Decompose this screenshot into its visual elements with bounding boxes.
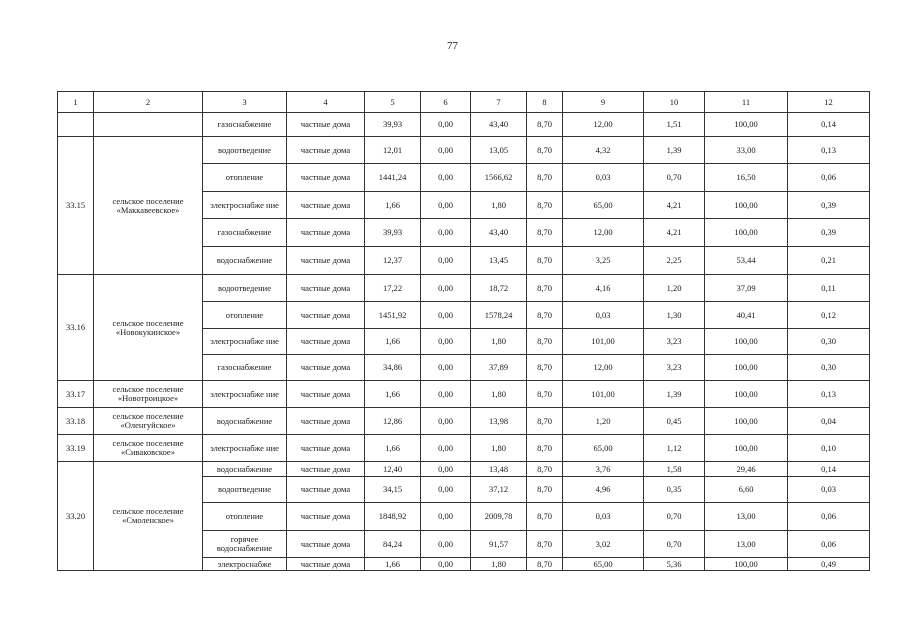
column-header-10: 10 <box>644 92 705 113</box>
value-cell: 0,03 <box>563 164 644 192</box>
value-cell: 0,00 <box>421 302 471 329</box>
column-header-7: 7 <box>471 92 527 113</box>
value-cell: 53,44 <box>705 247 788 275</box>
consumer-type: частные дома <box>287 355 365 381</box>
value-cell: 8,70 <box>527 302 563 329</box>
value-cell: 1566,62 <box>471 164 527 192</box>
value-cell: 4,21 <box>644 219 705 247</box>
value-cell: 13,98 <box>471 408 527 435</box>
value-cell: 100,00 <box>705 408 788 435</box>
row-code: 33.15 <box>58 137 94 275</box>
value-cell: 1578,24 <box>471 302 527 329</box>
value-cell: 1,66 <box>365 558 421 571</box>
column-header-12: 12 <box>788 92 870 113</box>
value-cell: 8,70 <box>527 219 563 247</box>
value-cell: 0,70 <box>644 164 705 192</box>
value-cell: 100,00 <box>705 558 788 571</box>
value-cell: 100,00 <box>705 219 788 247</box>
value-cell: 65,00 <box>563 558 644 571</box>
value-cell: 40,41 <box>705 302 788 329</box>
column-header-4: 4 <box>287 92 365 113</box>
value-cell: 1,80 <box>471 435 527 462</box>
value-cell: 91,57 <box>471 531 527 558</box>
column-header-3: 3 <box>203 92 287 113</box>
value-cell: 0,00 <box>421 275 471 302</box>
value-cell: 0,00 <box>421 137 471 164</box>
table-row <box>58 462 870 477</box>
value-cell: 0,13 <box>788 137 870 164</box>
value-cell: 8,70 <box>527 329 563 355</box>
value-cell: 4,21 <box>644 192 705 219</box>
service-name: горячее водоснабжение <box>203 531 287 558</box>
value-cell: 100,00 <box>705 192 788 219</box>
row-code: 33.18 <box>58 408 94 435</box>
value-cell: 0,39 <box>788 219 870 247</box>
table-row <box>58 408 870 435</box>
value-cell: 8,70 <box>527 531 563 558</box>
column-header-9: 9 <box>563 92 644 113</box>
value-cell: 29,46 <box>705 462 788 477</box>
value-cell: 0,45 <box>644 408 705 435</box>
value-cell: 12,86 <box>365 408 421 435</box>
value-cell: 101,00 <box>563 381 644 408</box>
value-cell: 0,00 <box>421 113 471 137</box>
value-cell: 13,05 <box>471 137 527 164</box>
consumer-type: частные дома <box>287 531 365 558</box>
consumer-type: частные дома <box>287 503 365 531</box>
table-row <box>58 435 870 462</box>
service-name: газоснабжение <box>203 113 287 137</box>
service-name: электроснабже <box>203 558 287 571</box>
value-cell: 16,50 <box>705 164 788 192</box>
value-cell: 100,00 <box>705 329 788 355</box>
row-code: 33.19 <box>58 435 94 462</box>
value-cell: 33,00 <box>705 137 788 164</box>
value-cell: 0,03 <box>563 302 644 329</box>
value-cell: 37,12 <box>471 477 527 503</box>
value-cell: 0,00 <box>421 408 471 435</box>
value-cell: 3,02 <box>563 531 644 558</box>
value-cell: 1,58 <box>644 462 705 477</box>
value-cell: 34,15 <box>365 477 421 503</box>
value-cell: 39,93 <box>365 113 421 137</box>
value-cell: 65,00 <box>563 192 644 219</box>
value-cell: 1,39 <box>644 137 705 164</box>
value-cell: 12,00 <box>563 219 644 247</box>
value-cell: 8,70 <box>527 462 563 477</box>
value-cell: 0,03 <box>788 477 870 503</box>
value-cell: 1,66 <box>365 381 421 408</box>
settlement-name <box>94 113 203 137</box>
value-cell: 37,09 <box>705 275 788 302</box>
column-header-row <box>58 92 870 113</box>
service-name: отопление <box>203 503 287 531</box>
value-cell: 1441,24 <box>365 164 421 192</box>
value-cell: 0,00 <box>421 503 471 531</box>
value-cell: 39,93 <box>365 219 421 247</box>
value-cell: 0,70 <box>644 503 705 531</box>
value-cell: 0,11 <box>788 275 870 302</box>
value-cell: 0,00 <box>421 329 471 355</box>
settlement-name: сельское поселение «Маккавеевское» <box>94 137 203 275</box>
value-cell: 0,00 <box>421 462 471 477</box>
value-cell: 1,30 <box>644 302 705 329</box>
service-name: водоснабжение <box>203 408 287 435</box>
value-cell: 0,04 <box>788 408 870 435</box>
value-cell: 100,00 <box>705 381 788 408</box>
value-cell: 1,39 <box>644 381 705 408</box>
value-cell: 1,20 <box>563 408 644 435</box>
consumer-type: частные дома <box>287 329 365 355</box>
value-cell: 17,22 <box>365 275 421 302</box>
value-cell: 1,66 <box>365 329 421 355</box>
value-cell: 0,12 <box>788 302 870 329</box>
value-cell: 0,00 <box>421 477 471 503</box>
value-cell: 18,72 <box>471 275 527 302</box>
value-cell: 0,00 <box>421 435 471 462</box>
row-code <box>58 113 94 137</box>
table-row <box>58 137 870 164</box>
service-name: газоснабжение <box>203 219 287 247</box>
value-cell: 12,00 <box>563 113 644 137</box>
value-cell: 0,06 <box>788 503 870 531</box>
value-cell: 84,24 <box>365 531 421 558</box>
service-name: электроснабже ние <box>203 435 287 462</box>
column-header-6: 6 <box>421 92 471 113</box>
value-cell: 8,70 <box>527 275 563 302</box>
value-cell: 0,13 <box>788 381 870 408</box>
value-cell: 1,12 <box>644 435 705 462</box>
service-name: водоотведение <box>203 137 287 164</box>
value-cell: 0,00 <box>421 219 471 247</box>
value-cell: 0,03 <box>563 503 644 531</box>
consumer-type: частные дома <box>287 408 365 435</box>
row-code: 33.17 <box>58 381 94 408</box>
value-cell: 8,70 <box>527 113 563 137</box>
row-code: 33.16 <box>58 275 94 381</box>
value-cell: 8,70 <box>527 137 563 164</box>
consumer-type: частные дома <box>287 137 365 164</box>
value-cell: 0,39 <box>788 192 870 219</box>
value-cell: 3,76 <box>563 462 644 477</box>
value-cell: 1,66 <box>365 192 421 219</box>
column-header-2: 2 <box>94 92 203 113</box>
value-cell: 0,00 <box>421 192 471 219</box>
value-cell: 1,80 <box>471 329 527 355</box>
value-cell: 0,00 <box>421 164 471 192</box>
value-cell: 0,00 <box>421 355 471 381</box>
value-cell: 2009,78 <box>471 503 527 531</box>
value-cell: 0,06 <box>788 164 870 192</box>
table-row <box>58 381 870 408</box>
value-cell: 0,35 <box>644 477 705 503</box>
value-cell: 8,70 <box>527 192 563 219</box>
table-row <box>58 113 870 137</box>
column-header-1: 1 <box>58 92 94 113</box>
value-cell: 8,70 <box>527 247 563 275</box>
value-cell: 13,00 <box>705 503 788 531</box>
value-cell: 1,51 <box>644 113 705 137</box>
consumer-type: частные дома <box>287 381 365 408</box>
value-cell: 43,40 <box>471 219 527 247</box>
value-cell: 34,86 <box>365 355 421 381</box>
value-cell: 12,00 <box>563 355 644 381</box>
service-name: водоотведение <box>203 275 287 302</box>
service-name: электроснабже ние <box>203 329 287 355</box>
service-name: электроснабже ние <box>203 192 287 219</box>
value-cell: 37,89 <box>471 355 527 381</box>
service-name: отопление <box>203 164 287 192</box>
service-name: электроснабже ние <box>203 381 287 408</box>
settlement-name: сельское поселение «Оленгуйское» <box>94 408 203 435</box>
value-cell: 8,70 <box>527 408 563 435</box>
service-name: водоснабжение <box>203 462 287 477</box>
consumer-type: частные дома <box>287 462 365 477</box>
value-cell: 0,30 <box>788 355 870 381</box>
settlement-name: сельское поселение «Сиваковское» <box>94 435 203 462</box>
value-cell: 4,96 <box>563 477 644 503</box>
settlement-name: сельское поселение «Новотроицкое» <box>94 381 203 408</box>
value-cell: 100,00 <box>705 113 788 137</box>
consumer-type: частные дома <box>287 477 365 503</box>
value-cell: 43,40 <box>471 113 527 137</box>
value-cell: 1,20 <box>644 275 705 302</box>
consumer-type: частные дома <box>287 113 365 137</box>
value-cell: 0,00 <box>421 381 471 408</box>
value-cell: 8,70 <box>527 164 563 192</box>
value-cell: 0,10 <box>788 435 870 462</box>
value-cell: 3,23 <box>644 355 705 381</box>
value-cell: 12,40 <box>365 462 421 477</box>
consumer-type: частные дома <box>287 275 365 302</box>
value-cell: 3,25 <box>563 247 644 275</box>
value-cell: 12,37 <box>365 247 421 275</box>
value-cell: 1,80 <box>471 381 527 408</box>
consumer-type: частные дома <box>287 219 365 247</box>
settlement-name: сельское поселение «Смоленское» <box>94 462 203 571</box>
value-cell: 65,00 <box>563 435 644 462</box>
value-cell: 4,16 <box>563 275 644 302</box>
value-cell: 0,00 <box>421 531 471 558</box>
table-row <box>58 275 870 302</box>
value-cell: 5,36 <box>644 558 705 571</box>
value-cell: 0,06 <box>788 531 870 558</box>
value-cell: 8,70 <box>527 435 563 462</box>
value-cell: 1451,92 <box>365 302 421 329</box>
column-header-5: 5 <box>365 92 421 113</box>
value-cell: 3,23 <box>644 329 705 355</box>
value-cell: 12,01 <box>365 137 421 164</box>
value-cell: 0,14 <box>788 113 870 137</box>
value-cell: 8,70 <box>527 503 563 531</box>
value-cell: 0,21 <box>788 247 870 275</box>
value-cell: 100,00 <box>705 435 788 462</box>
value-cell: 0,70 <box>644 531 705 558</box>
value-cell: 6,60 <box>705 477 788 503</box>
value-cell: 4,32 <box>563 137 644 164</box>
row-code: 33.20 <box>58 462 94 571</box>
value-cell: 2,25 <box>644 247 705 275</box>
value-cell: 0,14 <box>788 462 870 477</box>
value-cell: 101,00 <box>563 329 644 355</box>
consumer-type: частные дома <box>287 558 365 571</box>
value-cell: 0,30 <box>788 329 870 355</box>
value-cell: 8,70 <box>527 477 563 503</box>
consumer-type: частные дома <box>287 435 365 462</box>
value-cell: 8,70 <box>527 558 563 571</box>
value-cell: 1,80 <box>471 192 527 219</box>
service-name: водоотведение <box>203 477 287 503</box>
service-name: водоснабжение <box>203 247 287 275</box>
value-cell: 100,00 <box>705 355 788 381</box>
service-name: отопление <box>203 302 287 329</box>
column-header-8: 8 <box>527 92 563 113</box>
consumer-type: частные дома <box>287 302 365 329</box>
consumer-type: частные дома <box>287 164 365 192</box>
value-cell: 1,66 <box>365 435 421 462</box>
value-cell: 1848,92 <box>365 503 421 531</box>
consumer-type: частные дома <box>287 247 365 275</box>
tariff-table <box>57 91 870 571</box>
value-cell: 8,70 <box>527 381 563 408</box>
service-name: газоснабжение <box>203 355 287 381</box>
value-cell: 0,00 <box>421 247 471 275</box>
value-cell: 13,00 <box>705 531 788 558</box>
value-cell: 0,00 <box>421 558 471 571</box>
value-cell: 13,48 <box>471 462 527 477</box>
settlement-name: сельское поселение «Новокукинское» <box>94 275 203 381</box>
value-cell: 0,49 <box>788 558 870 571</box>
value-cell: 13,45 <box>471 247 527 275</box>
column-header-11: 11 <box>705 92 788 113</box>
value-cell: 8,70 <box>527 355 563 381</box>
page-number: 77 <box>447 40 458 52</box>
consumer-type: частные дома <box>287 192 365 219</box>
value-cell: 1,80 <box>471 558 527 571</box>
